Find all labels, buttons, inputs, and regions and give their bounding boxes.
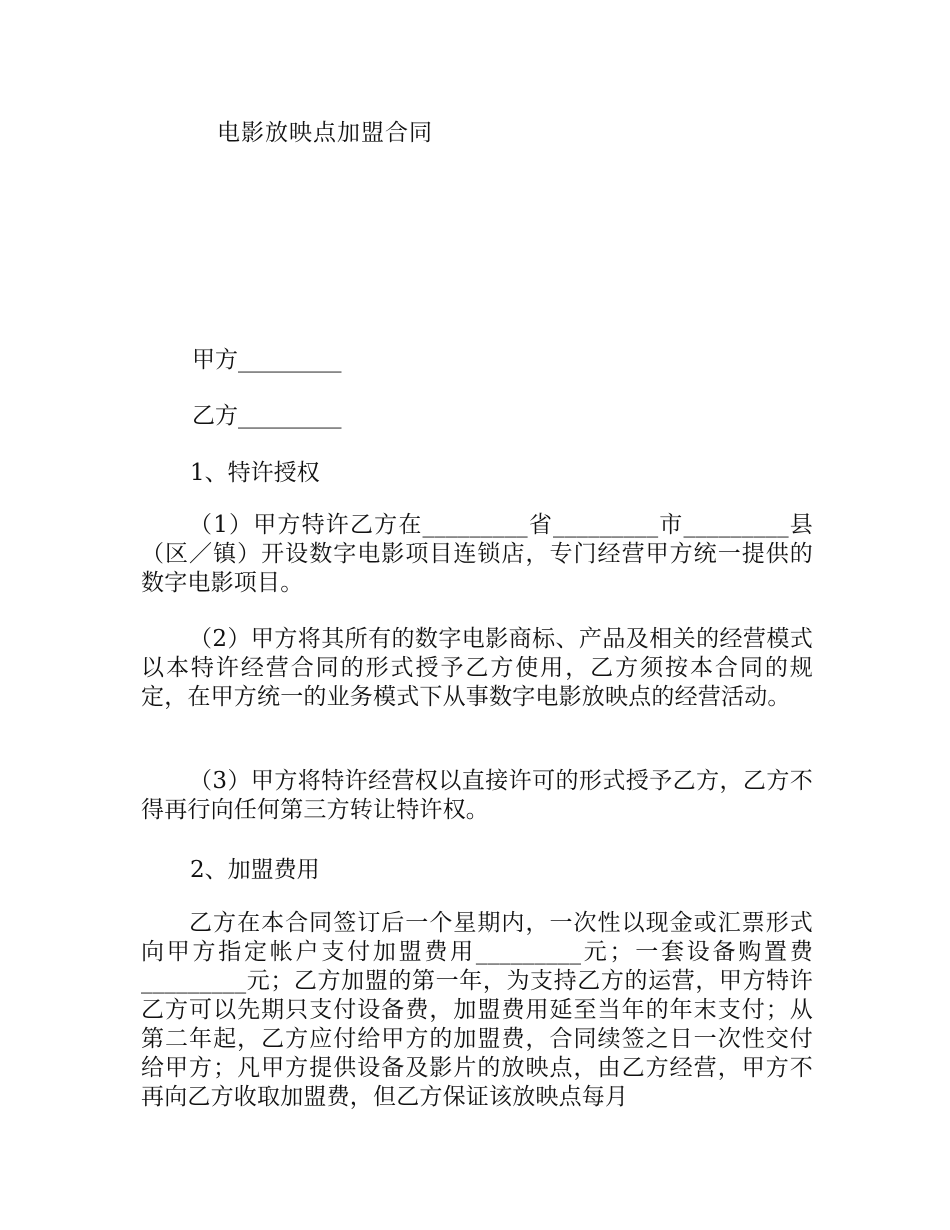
section-1-paragraph-1: （1）甲方特许乙方在_________省_________市_________县（区／镇）开设数字电影项目连锁店，专门经营甲方统一提供的数字电影项目。 xyxy=(141,512,813,596)
document-title: 电影放映点加盟合同 xyxy=(217,120,433,146)
section-2-heading: 2、加盟费用 xyxy=(190,857,320,883)
section-2-paragraph-1: 乙方在本合同签订后一个星期内，一次性以现金或汇票形式向甲方指定帐户支付加盟费用_________元；一套设备购置费_________元；乙方加盟的第一年，为支持乙方的运营，甲方特许乙方可以先期只支付设备费，加盟费用延至当年的年末支付；从第二年起，乙方应付给甲方的加盟费，合同续签之日一次性交付给甲方；凡甲方提供设备及影片的放映点，由乙方经营，甲方不再向乙方收取加盟费，但乙方保证该放映点每月 xyxy=(141,910,813,1110)
section-1-heading: 1、特许授权 xyxy=(190,460,320,486)
section-1-paragraph-3: （3）甲方将特许经营权以直接许可的形式授予乙方，乙方不得再行向任何第三方转让特许权。 xyxy=(141,768,813,823)
party-a-line: 甲方_________ xyxy=(192,347,342,373)
party-b-line: 乙方_________ xyxy=(192,403,342,429)
section-1-paragraph-2: （2）甲方将其所有的数字电影商标、产品及相关的经营模式以本特许经营合同的形式授予乙方使用，乙方须按本合同的规定，在甲方统一的业务模式下从事数字电影放映点的经营活动。 xyxy=(141,626,813,710)
